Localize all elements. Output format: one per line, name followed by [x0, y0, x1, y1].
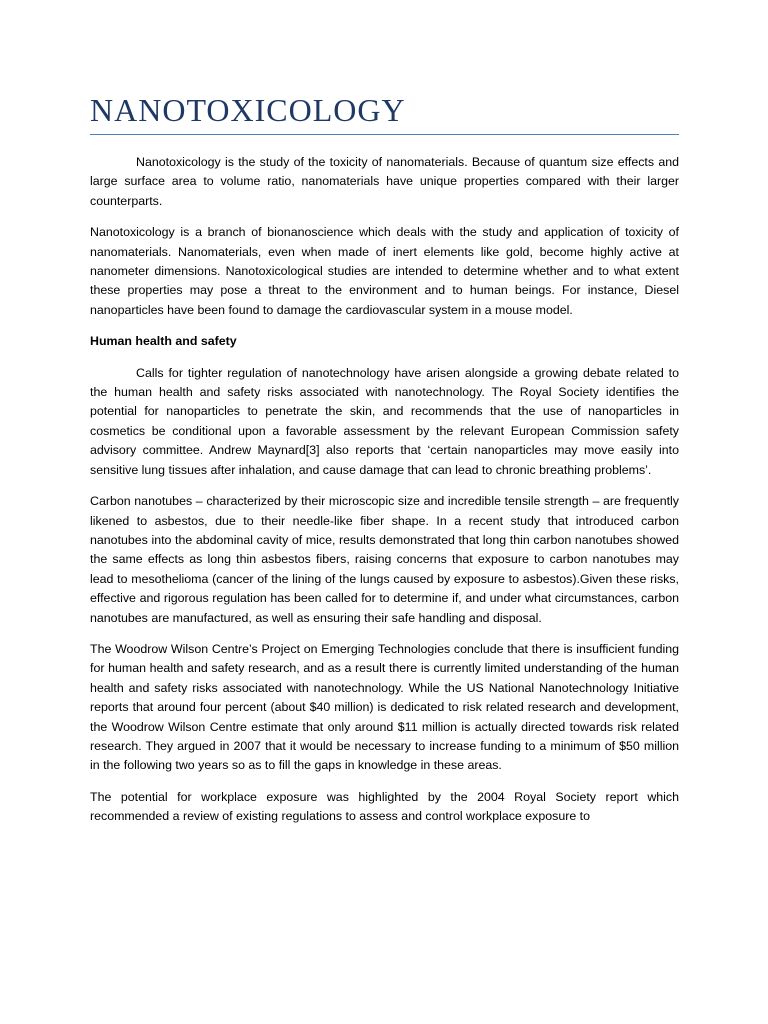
carbon-nanotubes-paragraph: Carbon nanotubes – characterized by their microscopic size and incredible tensile strength – are frequently likened to asbestos, due to their needle-like fiber shape. In a recent study that introduced carbon nanotubes into the abdominal cavity of mice, results demonstrated that long thin carbon nanotubes showed the same effects as long thin asbestos fibers, raising concerns that exposure to carbon nanotubes may lead to mesothelioma (cancer of the lining of the lungs caused by exposure to asbestos).Given these risks, effective and rigorous regulation has been called for to determine if, and under what circumstances, carbon nanotubes are manufactured, as well as ensuring their safe handling and disposal. — [90, 494, 679, 625]
intro-paragraph: Nanotoxicology is the study of the toxicity of nanomaterials. Because of quantum size effects and large surface area to volume ratio, nanomaterials have unique properties compared with their larger counterparts. — [90, 155, 679, 208]
section-heading-human-health: Human health and safety — [90, 334, 237, 349]
workplace-exposure-paragraph: The potential for workplace exposure was highlighted by the 2004 Royal Society report which recommended a review of existing regulations to assess and control workplace exposure to — [90, 789, 679, 824]
title-underline — [90, 134, 679, 135]
bionanoscience-paragraph: Nanotoxicology is a branch of bionanoscience which deals with the study and application of toxicity of nanomaterials. Nanomaterials, even when made of inert elements like gold, become highly active at nanometer dimensions. Nanotoxicological studies are intended to determine whether and to what extent these properties may pose a threat to the environment and to human beings. For instance, Diesel nanoparticles have been found to damage the cardiovascular system in a mouse model. — [90, 225, 679, 317]
regulation-paragraph: Calls for tighter regulation of nanotechnology have arisen alongside a growing debate related to the human health and safety risks associated with nanotechnology. The Royal Society identifies the potential for nanoparticles to penetrate the skin, and recommends that the use of nanoparticles in cosmetics be conditional upon a favorable assessment by the relevant European Commission safety advisory committee. Andrew Maynard[3] also reports that ‘certain nanoparticles may move easily into sensitive lung tissues after inhalation, and cause damage that can lead to chronic breathing problems’. — [90, 365, 679, 477]
funding-paragraph: The Woodrow Wilson Centre’s Project on Emerging Technologies conclude that there is insufficient funding for human health and safety research, and as a result there is currently limited understanding of the human health and safety risks associated with nanotechnology. While the US National Nanotechnology Initiative reports that around four percent (about $40 million) is dedicated to risk related research and development, the Woodrow Wilson Centre estimate that only around $11 million is actually directed towards risk related research. They argued in 2007 that it would be necessary to increase funding to a minimum of $50 million in the following two years so as to fill the gaps in knowledge in these areas. — [90, 641, 679, 773]
document-title: NANOTOXICOLOGY — [90, 92, 406, 128]
